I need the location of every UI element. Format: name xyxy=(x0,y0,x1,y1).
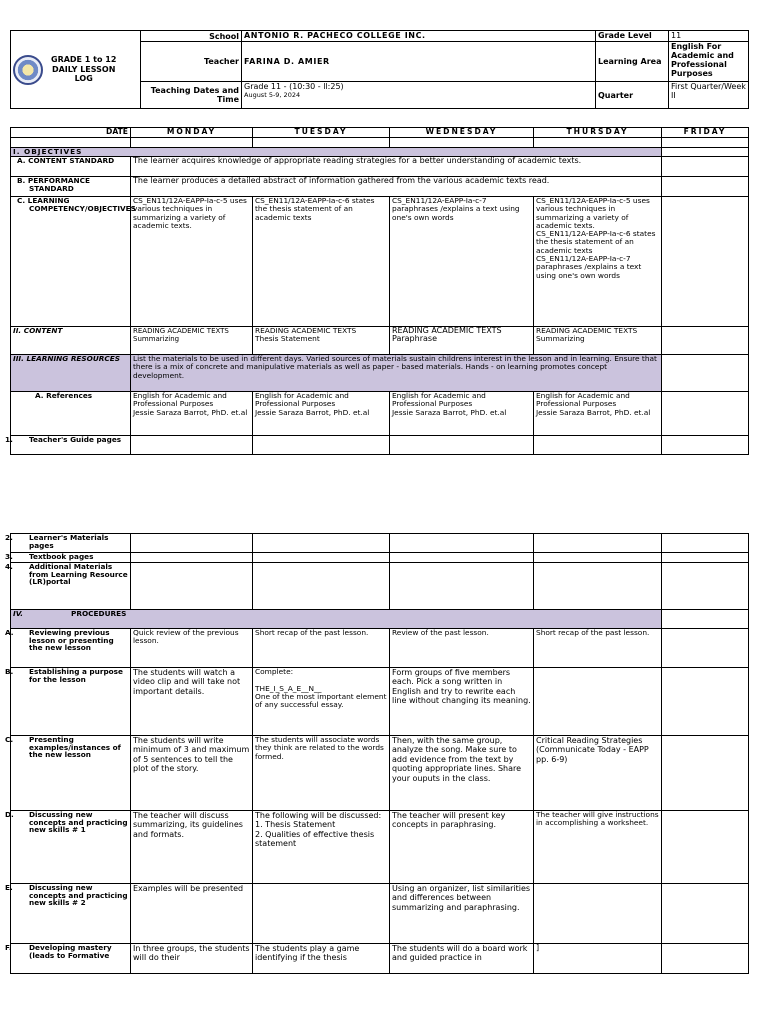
competency-monday: CS_EN11/12A-EAPP-Ia-c-5 uses various techniques in summarizing a variety of academic texts. xyxy=(131,197,253,327)
competency-tuesday: CS_EN11/12A-EAPP-Ia-c-6 states the thesis statement of an academic texts xyxy=(253,197,390,327)
content-standard-label: A. CONTENT STANDARD xyxy=(11,157,131,177)
competency-label: C. LEARNING COMPETENCY/OBJECTIVES xyxy=(11,197,131,327)
procedure-a-monday: Quick review of the previous lesson. xyxy=(131,629,253,668)
procedure-e-wednesday: Using an organizer, list similarities and differences between summarizing and paraphrasing. xyxy=(390,884,534,944)
procedure-b-wednesday: Form groups of five members each. Pick a song written in English and try to rewrite each line without changing its meaning. xyxy=(390,668,534,736)
learning-area-value: English For Academic and Professional Purposes xyxy=(669,42,749,82)
lesson-table-part-2 xyxy=(5,533,749,974)
school-name: ANTONIO R. PACHECO COLLEGE INC. xyxy=(242,31,596,42)
dates-label: Teaching Dates and Time xyxy=(141,82,242,109)
procedure-c-thursday: Critical Reading Strategies (Communicate Today - EAPP pp. 6-9) xyxy=(534,736,662,811)
competency-wednesday: CS_EN11/12A-EAPP-Ia-c-7 paraphrases /explains a text using one's own words xyxy=(390,197,534,327)
deped-seal-icon xyxy=(13,55,43,85)
procedure-c-tuesday: The students will associate words they think are related to the words formed. xyxy=(253,736,390,811)
learning-resources-note: List the materials to be used in different days. Varied sources of materials sustain childrens interest in the lesson and in learning. Ensure that there is a mix of concrete and manipulative materials as well as paper - based materials. Hands - on learning promotes concept development. xyxy=(131,355,662,392)
procedure-a-tuesday: Short recap of the past lesson. xyxy=(253,629,390,668)
procedure-a-thursday: Short recap of the past lesson. xyxy=(534,629,662,668)
procedure-b-monday: The students will watch a video clip and will take not important details. xyxy=(131,668,253,736)
teacher-label: Teacher xyxy=(141,42,242,82)
procedure-c-label: C. Presenting examples/instances of the new lesson xyxy=(11,736,131,811)
learners-materials-label: 2. Learner's Materials pages xyxy=(11,534,131,553)
procedure-f-label: F. Developing mastery (leads to Formative xyxy=(11,944,131,974)
procedure-e-label: E. Discussing new concepts and practicing new skills # 2 xyxy=(11,884,131,944)
teachers-guide-label: 1. Teacher's Guide pages xyxy=(11,436,131,455)
log-title: GRADE 1 to 12 DAILY LESSON LOG xyxy=(51,55,117,84)
procedure-c-monday: The students will write minimum of 3 and maximum of 5 sentences to tell the plot of the story. xyxy=(131,736,253,811)
references-monday: English for Academic and Professional Purposes Jessie Saraza Barrot, PhD. et.al xyxy=(131,392,253,436)
grade-level-value: 11 xyxy=(669,31,749,42)
day-tuesday: TUESDAY xyxy=(253,128,390,138)
grade-level-label: Grade Level xyxy=(596,31,669,42)
procedure-d-monday: The teacher will discuss summarizing, its guidelines and formats. xyxy=(131,811,253,884)
procedure-a-label: A. Reviewing previous lesson or presenting the new lesson xyxy=(11,629,131,668)
references-wednesday: English for Academic and Professional Purposes Jessie Saraza Barrot, PhD. et.al xyxy=(390,392,534,436)
performance-standard-label: B. PERFORMANCE STANDARD xyxy=(11,177,131,197)
additional-materials-label: 4. Additional Materials from Learning Resource (LR)portal xyxy=(11,563,131,610)
learning-area-label: Learning Area xyxy=(596,42,669,82)
objectives-heading: I. OBJECTIVES xyxy=(11,148,662,157)
dates-line-1: Grade 11 - (10:30 - ll:25) xyxy=(244,82,344,91)
procedure-c-wednesday: Then, with the same group, analyze the song. Make sure to add evidence from the text by quoting appropriate lines. Share your ouputs in the class. xyxy=(390,736,534,811)
quarter-value: First Quarter/Week II xyxy=(669,82,749,109)
procedure-e-monday: Examples will be presented xyxy=(131,884,253,944)
quarter-label: Quarter xyxy=(596,82,669,109)
competency-thursday: CS_EN11/12A-EAPP-Ia-c-5 uses various techniques in summarizing a variety of academic texts. CS_EN11/12A-EAPP-Ia-c-6 states the thesis statement of an academic texts CS_EN11/12A-EAPP-Ia-c-7 paraphrases /explains a text using one's own words xyxy=(534,197,662,327)
performance-standard-text: The learner produces a detailed abstract of information gathered from the various academic texts read. xyxy=(131,177,662,197)
content-monday: READING ACADEMIC TEXTS Summarizing xyxy=(131,327,253,355)
procedure-f-monday: In three groups, the students will do their xyxy=(131,944,253,974)
procedure-b-tuesday: Complete: THE_I_S_A_E__N__ One of the most important element of any successful essay. xyxy=(253,668,390,736)
content-wednesday: READING ACADEMIC TEXTS Paraphrase xyxy=(390,327,534,355)
references-label: A. References xyxy=(11,392,131,436)
day-thursday: THURSDAY xyxy=(534,128,662,138)
lesson-table-part-1 xyxy=(5,127,749,455)
procedure-f-tuesday: The students play a game identifying if the thesis xyxy=(253,944,390,974)
content-thursday: READING ACADEMIC TEXTS Summarizing xyxy=(534,327,662,355)
day-friday: FRIDAY xyxy=(662,128,749,138)
procedure-f-wednesday: The students will do a board work and guided practice in xyxy=(390,944,534,974)
textbook-pages-label: 3. Textbook pages xyxy=(11,553,131,563)
header-block xyxy=(10,30,749,109)
content-standard-text: The learner acquires knowledge of appropriate reading strategies for a better understanding of academic texts. xyxy=(131,157,662,177)
dates-value xyxy=(242,82,596,109)
procedure-d-tuesday: The following will be discussed: 1. Thesis Statement 2. Qualities of effective thesis statement xyxy=(253,811,390,884)
procedure-a-wednesday: Review of the past lesson. xyxy=(390,629,534,668)
content-label: II. CONTENT xyxy=(11,327,131,355)
references-thursday: English for Academic and Professional Purposes Jessie Saraza Barrot, PhD. et.al xyxy=(534,392,662,436)
teacher-name: FARINA D. AMIER xyxy=(242,42,596,82)
learning-resources-label: III. LEARNING RESOURCES xyxy=(11,355,131,392)
day-monday: MONDAY xyxy=(131,128,253,138)
day-wednesday: WEDNESDAY xyxy=(390,128,534,138)
content-tuesday: READING ACADEMIC TEXTS Thesis Statement xyxy=(253,327,390,355)
procedure-d-label: D. Discussing new concepts and practicing new skills # 1 xyxy=(11,811,131,884)
procedures-heading: IV. PROCEDURES xyxy=(11,610,662,629)
procedure-f-thursday: ] xyxy=(534,944,662,974)
procedure-b-label: B. Establishing a purpose for the lesson xyxy=(11,668,131,736)
date-header: DATE xyxy=(11,128,131,138)
procedure-d-wednesday: The teacher will present key concepts in paraphrasing. xyxy=(390,811,534,884)
references-tuesday: English for Academic and Professional Purposes Jessie Saraza Barrot, PhD. et.al xyxy=(253,392,390,436)
school-label: School xyxy=(141,31,242,42)
procedure-d-thursday: The teacher will give instructions in accomplishing a worksheet. xyxy=(534,811,662,884)
dates-line-2: August 5-9, 2024 xyxy=(244,91,301,99)
logo-cell xyxy=(11,31,141,109)
